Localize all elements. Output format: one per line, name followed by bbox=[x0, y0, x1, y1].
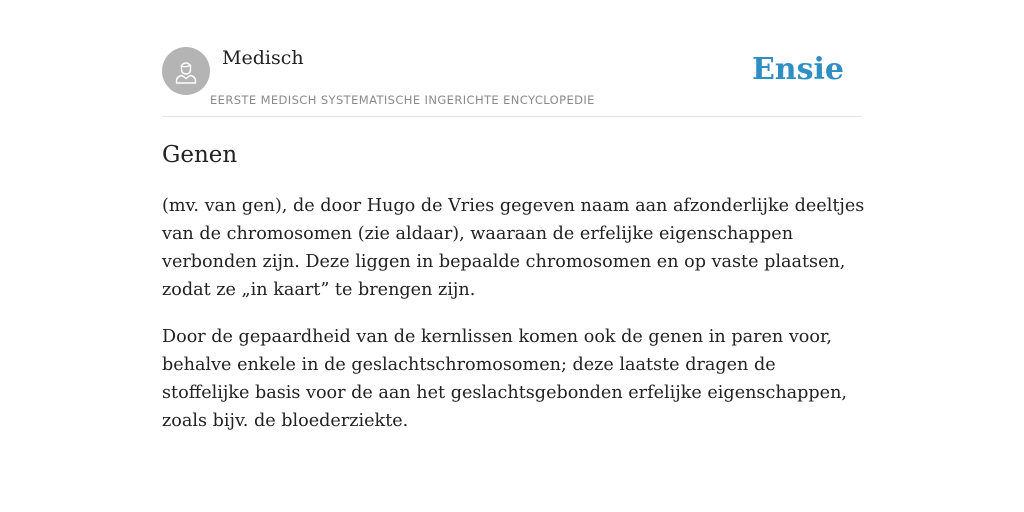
entry-body bbox=[162, 192, 867, 454]
entry-paragraph: Door de gepaardheid van de kernlissen komen ook de genen in paren voor, behalve enkele in de geslachtschromosomen; deze laatste dragen de stoffelijke basis voor de aan het geslachtsgebonden erfelijke eigenschappen, zoals bijv. de bloederziekte. bbox=[162, 327, 847, 431]
source-title[interactable]: Medisch bbox=[222, 47, 304, 69]
entry-title: Genen bbox=[162, 142, 238, 168]
source-subtitle: EERSTE MEDISCH SYSTEMATISCHE INGERICHTE ENCYCLOPEDIE bbox=[210, 93, 595, 107]
entry-paragraph: (mv. van gen), de door Hugo de Vries gegeven naam aan afzonderlijke deeltjes van de chromosomen (zie aldaar), waaraan de erfelijke eigenschappen verbonden zijn. Deze liggen in bepaalde chromosomen en op vaste plaatsen, zodat ze „in kaart” te brengen zijn. bbox=[162, 196, 865, 300]
user-icon bbox=[171, 56, 201, 86]
entry-header bbox=[162, 46, 862, 117]
brand-logo[interactable]: Ensie bbox=[751, 52, 844, 87]
avatar[interactable] bbox=[162, 47, 210, 95]
